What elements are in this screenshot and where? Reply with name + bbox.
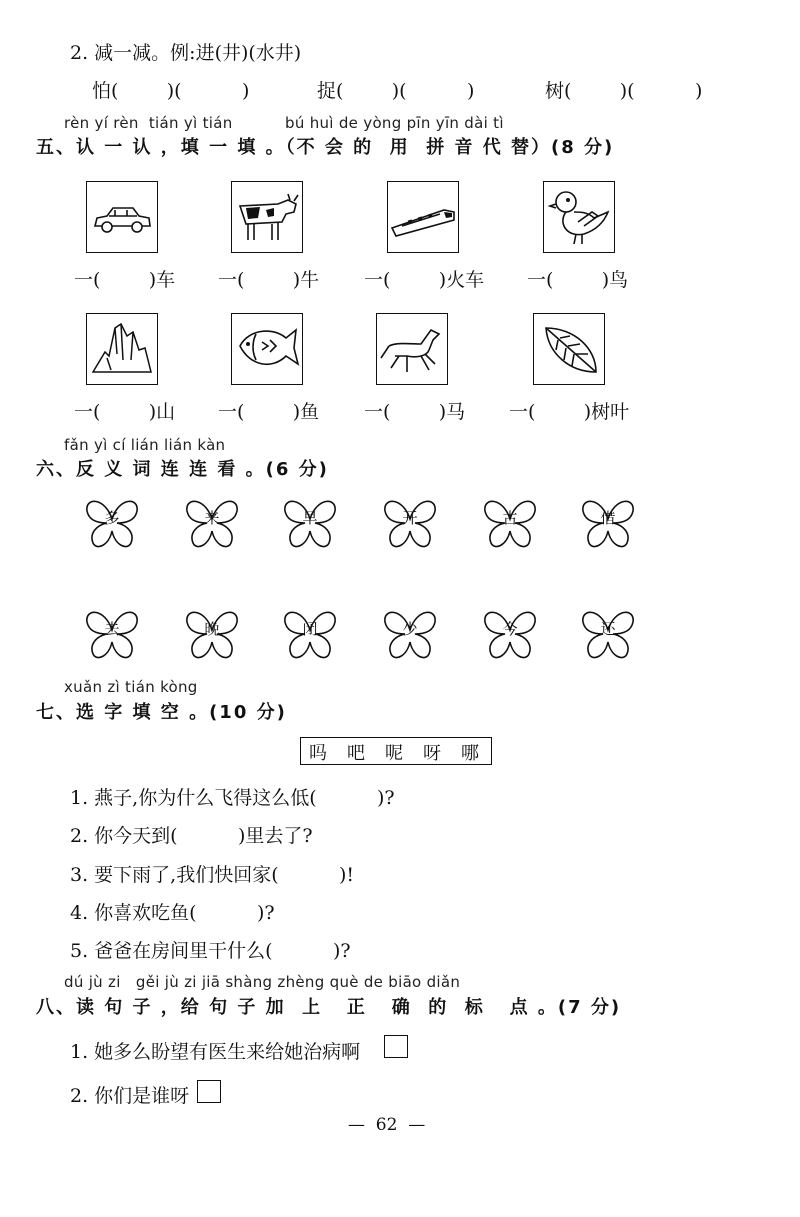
train-picture (387, 181, 459, 253)
fill-item: 捉( )( ) (317, 80, 475, 102)
question-item: 2. 你今天到( )里去了? (70, 825, 313, 847)
butterfly-word-card[interactable] (481, 493, 539, 551)
section-heading: 五、认 一 认 ，填 一 填 。（不 会 的 用 拼 音 代 替）(8 分) (36, 137, 615, 158)
fill-blank: 一( )牛 (218, 269, 320, 291)
fill-blank: 一( )树叶 (509, 401, 630, 423)
question-item: 4. 你喜欢吃鱼( )? (70, 902, 275, 924)
antonym-word: 古 (502, 509, 518, 527)
fill-item: 怕( )( ) (92, 80, 250, 102)
mountain-picture (86, 313, 158, 385)
butterfly-word-card[interactable] (579, 493, 637, 551)
antonym-word: 借 (600, 509, 616, 527)
word-option: 吧 (347, 743, 365, 764)
cow-picture (231, 181, 303, 253)
butterfly-word-card[interactable] (183, 493, 241, 551)
antonym-word: 多 (104, 509, 120, 527)
sentence-item: 1. 她多么盼望有医生来给她治病啊 (70, 1041, 361, 1063)
butterfly-word-card[interactable] (183, 604, 241, 662)
word-option: 呢 (385, 743, 403, 764)
subquestion-title: 2. 减一减。例:进(井)(水井) (70, 42, 302, 64)
butterfly-word-card[interactable] (281, 493, 339, 551)
sentence-item: 2. 你们是谁呀 (70, 1085, 190, 1107)
word-option: 吗 (309, 743, 327, 764)
word-option: 哪 (461, 743, 479, 764)
butterfly-word-card[interactable] (83, 493, 141, 551)
butterfly-word-card[interactable] (381, 493, 439, 551)
word-options-box (300, 737, 492, 765)
question-item: 3. 要下雨了,我们快回家( )! (70, 864, 355, 886)
butterfly-word-card[interactable] (83, 604, 141, 662)
antonym-word: 去 (104, 620, 120, 638)
fill-blank: 一( )马 (364, 401, 466, 423)
question-item: 1. 燕子,你为什么飞得这么低( )? (70, 787, 395, 809)
antonym-word: 早 (302, 509, 318, 527)
word-option: 呀 (423, 743, 441, 764)
horse-picture (376, 313, 448, 385)
antonym-word: 晚 (204, 620, 220, 638)
antonym-word: 还 (600, 620, 616, 638)
butterfly-word-card[interactable] (579, 604, 637, 662)
fill-blank: 一( )鸟 (527, 269, 629, 291)
fill-blank: 一( )车 (74, 269, 176, 291)
leaf-picture (533, 313, 605, 385)
section-pinyin: bú huì de yòng pīn yīn dài tì (285, 114, 504, 132)
butterfly-word-card[interactable] (481, 604, 539, 662)
section-pinyin: rèn yí rèn tián yì tián (64, 114, 233, 132)
fill-item: 树( )( ) (545, 80, 703, 102)
bird-picture (543, 181, 615, 253)
antonym-word: 来 (204, 509, 220, 527)
antonym-word: 开 (402, 509, 418, 527)
antonym-word: 今 (502, 620, 518, 638)
section-heading: 六、反 义 词 连 连 看 。(6 分) (36, 459, 329, 480)
punctuation-box[interactable] (384, 1035, 408, 1058)
section-heading: 七、选 字 填 空 。(10 分) (36, 702, 287, 723)
fish-picture (231, 313, 303, 385)
butterfly-word-card[interactable] (281, 604, 339, 662)
fill-blank: 一( )火车 (364, 269, 485, 291)
section-pinyin: dú jù zi gěi jù zi jiā shàng zhèng què de biāo diǎn (64, 973, 461, 991)
antonym-word: 闭 (302, 620, 318, 638)
section-pinyin: xuǎn zì tián kòng (64, 678, 198, 696)
page-number: — 62 — (348, 1115, 426, 1135)
section-heading: 八、读 句 子 ，给 句 子 加 上 正 确 的 标 点 。(7 分) (36, 997, 622, 1018)
punctuation-box[interactable] (197, 1080, 221, 1103)
antonym-word: 少 (402, 620, 418, 638)
question-item: 5. 爸爸在房间里干什么( )? (70, 940, 351, 962)
section-pinyin: fǎn yì cí lián lián kàn (64, 436, 226, 454)
butterfly-word-card[interactable] (381, 604, 439, 662)
car-picture (86, 181, 158, 253)
fill-blank: 一( )山 (74, 401, 176, 423)
fill-blank: 一( )鱼 (218, 401, 320, 423)
